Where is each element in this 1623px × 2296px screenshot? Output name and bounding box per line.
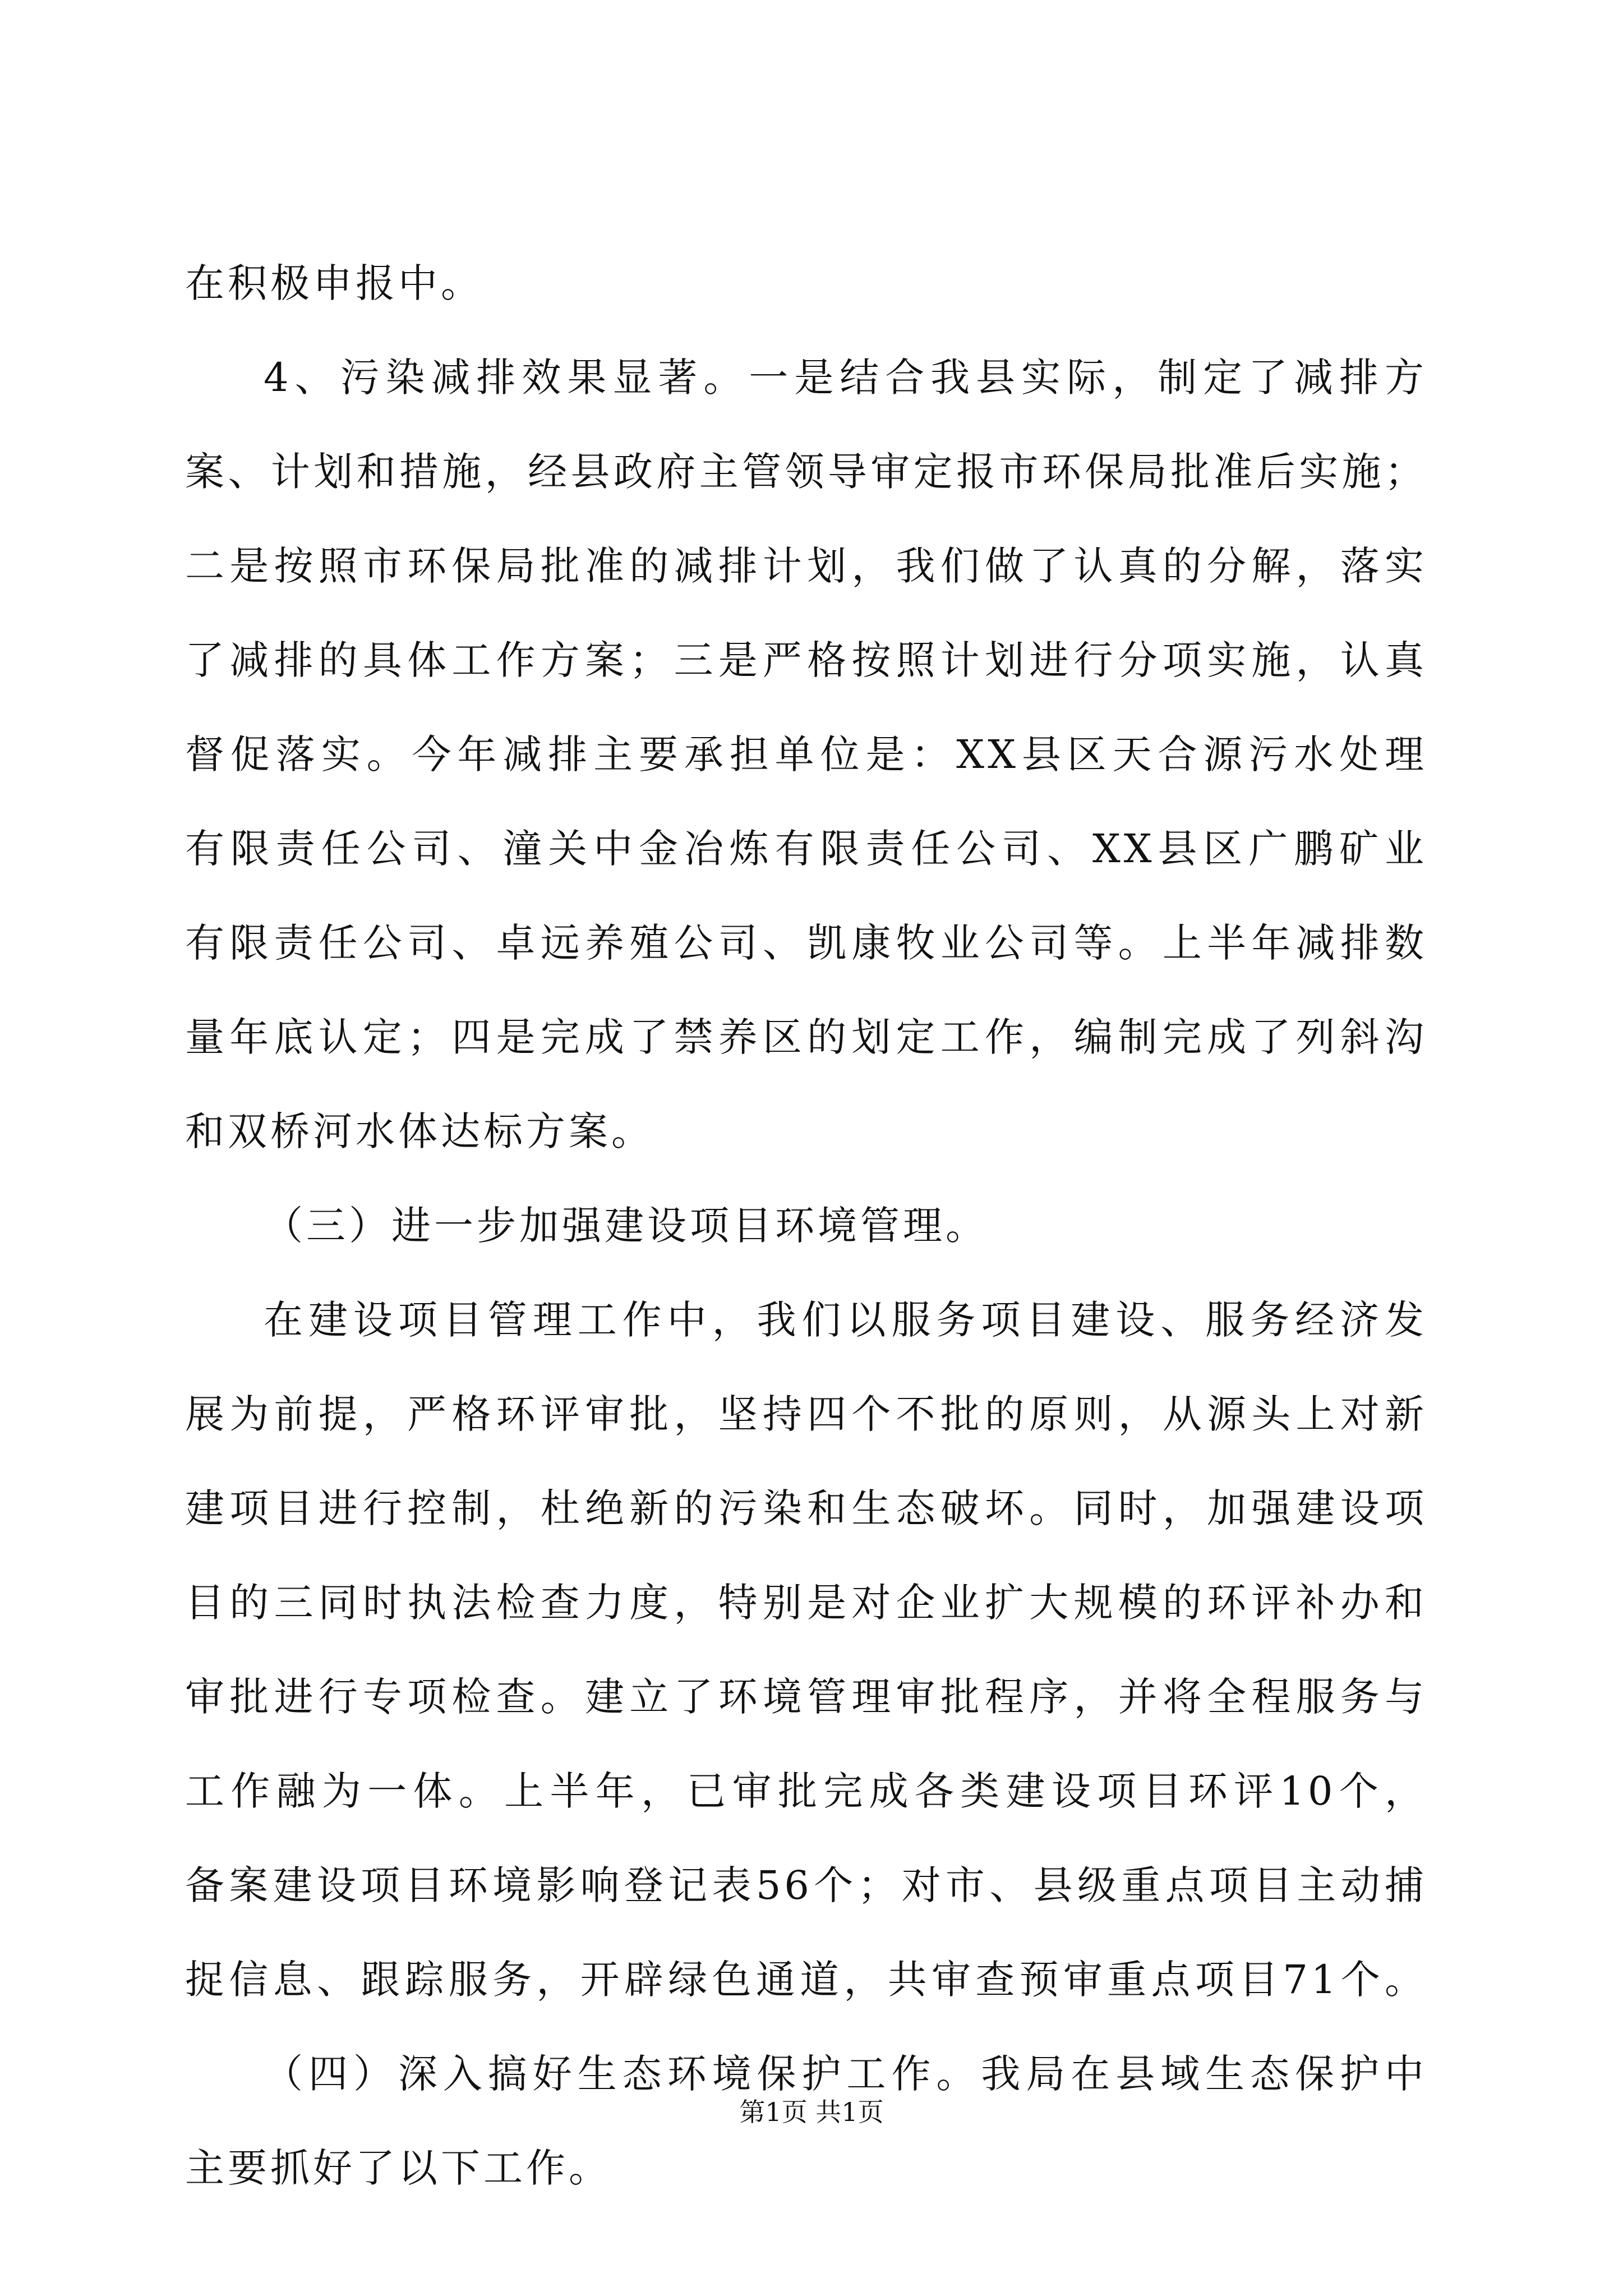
- paragraph-line: 目的三同时执法检查力度，特别是对企业扩大规模的环评补办和: [185, 1580, 1427, 1626]
- paragraph-line: 量年底认定；四是完成了禁养区的划定工作，编制完成了列斜沟: [185, 1014, 1427, 1060]
- paragraph-line: 备案建设项目环境影响登记表56个；对市、县级重点项目主动捕: [185, 1862, 1427, 1908]
- paragraph-line: 工作融为一体。上半年，已审批完成各类建设项目环评10个，: [185, 1768, 1427, 1814]
- section-heading: （三）进一步加强建设项目环境管理。: [264, 1203, 988, 1249]
- paragraph-line: 了减排的具体工作方案；三是严格按照计划进行分项实施，认真: [185, 637, 1427, 683]
- page-number-footer: 第1页 共1页: [739, 2097, 884, 2127]
- paragraph-line: 主要抓好了以下工作。: [185, 2145, 611, 2191]
- paragraph-line: 4、污染减排效果显著。一是结合我县实际，制定了减排方: [264, 355, 1427, 401]
- paragraph-line: 在建设项目管理工作中，我们以服务项目建设、服务经济发: [264, 1297, 1427, 1343]
- paragraph-line: 有限责任公司、卓远养殖公司、凯康牧业公司等。上半年减排数: [185, 920, 1427, 966]
- paragraph-line: 和双桥河水体达标方案。: [185, 1108, 654, 1154]
- paragraph-line: 展为前提，严格环评审批，坚持四个不批的原则，从源头上对新: [185, 1391, 1427, 1437]
- paragraph-line: 督促落实。今年减排主要承担单位是：XX县区天合源污水处理: [185, 731, 1427, 777]
- paragraph-line: 建项目进行控制，杜绝新的污染和生态破坏。同时，加强建设项: [185, 1485, 1427, 1531]
- text-line: 在积极申报中。: [185, 260, 483, 306]
- section-heading: （四）深入搞好生态环境保护工作。我局在县域生态保护中: [264, 2051, 1427, 2097]
- document-body: [185, 260, 1427, 2243]
- paragraph-line: 审批进行专项检查。建立了环境管理审批程序，并将全程服务与: [185, 1674, 1427, 1720]
- paragraph-line: 有限责任公司、潼关中金冶炼有限责任公司、XX县区广鹏矿业: [185, 826, 1427, 872]
- paragraph-line: 二是按照市环保局批准的减排计划，我们做了认真的分解，落实: [185, 543, 1427, 589]
- paragraph-line: 捉信息、跟踪服务，开辟绿色通道，共审查预审重点项目71个。: [185, 1957, 1427, 2003]
- paragraph-line: 案、计划和措施，经县政府主管领导审定报市环保局批准后实施；: [185, 449, 1427, 495]
